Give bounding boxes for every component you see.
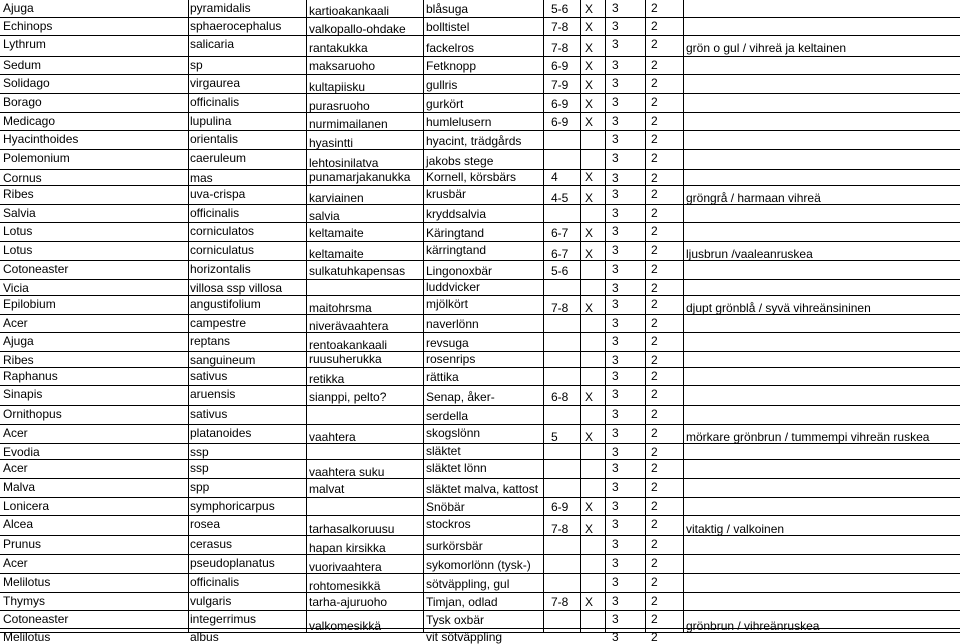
species-cell: orientalis <box>190 132 239 146</box>
value-a-cell: 3 <box>612 281 619 295</box>
genus-cell: Ribes <box>3 187 34 201</box>
table-row <box>0 368 960 386</box>
color-note-cell: gröngrå / harmaan vihreä <box>686 191 821 205</box>
table-row <box>0 425 960 444</box>
flowering-months-cell: 5 <box>551 430 558 444</box>
value-a-cell: 3 <box>612 243 619 257</box>
species-cell: officinalis <box>190 206 240 220</box>
genus-cell: Evodia <box>3 445 40 459</box>
color-note-cell: mörkare grönbrun / tummempi vihreän ruskea <box>686 430 930 444</box>
value-a-cell: 3 <box>612 76 619 90</box>
genus-cell: Epilobium <box>3 297 56 311</box>
value-b-cell: 2 <box>651 556 658 570</box>
swedish-name-cell: surkörsbär <box>426 539 483 553</box>
value-b-cell: 2 <box>651 316 658 330</box>
genus-cell: Acer <box>3 316 28 330</box>
genus-cell: Alcea <box>3 517 34 531</box>
value-a-cell: 3 <box>612 171 619 185</box>
swedish-name-cell: släktet <box>426 444 461 458</box>
value-b-cell: 2 <box>651 594 658 608</box>
species-cell: aruensis <box>190 387 236 401</box>
flowering-months-cell: 6-9 <box>551 59 569 73</box>
finnish-name-cell: hyasintti <box>309 136 354 150</box>
table-row <box>0 352 960 368</box>
table-row <box>0 536 960 555</box>
mark-cell: X <box>585 226 594 240</box>
table-row <box>0 186 960 205</box>
table-row <box>0 261 960 280</box>
value-a-cell: 3 <box>612 630 619 644</box>
genus-cell: Melilotus <box>3 630 51 644</box>
value-a-cell: 3 <box>612 480 619 494</box>
finnish-name-cell: purasruoho <box>309 99 370 113</box>
species-cell: villosa ssp villosa <box>190 281 283 295</box>
color-note-cell: grön o gul / vihreä ja keltainen <box>686 41 847 55</box>
genus-cell: Echinops <box>3 19 53 33</box>
swedish-name-cell: luddvicker <box>426 280 481 294</box>
genus-cell: Sedum <box>3 58 42 72</box>
swedish-name-cell: rättika <box>426 370 459 384</box>
finnish-name-cell: ruusuherukka <box>309 352 382 366</box>
swedish-name-cell: blåsuga <box>426 2 469 16</box>
flowering-months-cell: 6-9 <box>551 500 569 514</box>
genus-cell: Acer <box>3 461 28 475</box>
species-cell: rosea <box>190 517 221 531</box>
value-a-cell: 3 <box>612 206 619 220</box>
mark-cell: X <box>585 115 594 129</box>
table-row <box>0 406 960 425</box>
value-a-cell: 3 <box>612 187 619 201</box>
species-cell: sphaerocephalus <box>190 19 282 33</box>
table-row <box>0 593 960 611</box>
species-cell: sativus <box>190 407 228 421</box>
value-a-cell: 3 <box>612 262 619 276</box>
species-cell: officinalis <box>190 95 240 109</box>
flowering-months-cell: 7-8 <box>551 301 569 315</box>
species-cell: uva-crispa <box>190 187 246 201</box>
value-a-cell: 3 <box>612 37 619 51</box>
mark-cell: X <box>585 78 594 92</box>
table-row <box>0 479 960 498</box>
genus-cell: Polemonium <box>3 151 70 165</box>
swedish-name-cell: humlelusern <box>426 115 492 129</box>
mark-cell: X <box>585 97 594 111</box>
value-b-cell: 2 <box>651 353 658 367</box>
swedish-name-cell: serdella <box>426 409 469 423</box>
mark-cell: X <box>585 595 594 609</box>
mark-cell: X <box>585 500 594 514</box>
flowering-months-cell: 7-8 <box>551 41 569 55</box>
species-cell: pyramidalis <box>190 1 251 15</box>
value-b-cell: 2 <box>651 369 658 383</box>
table-row <box>0 574 960 593</box>
finnish-name-cell: karviainen <box>309 191 364 205</box>
value-a-cell: 3 <box>612 461 619 475</box>
value-b-cell: 2 <box>651 387 658 401</box>
genus-cell: Lythrum <box>3 37 46 51</box>
genus-cell: Ribes <box>3 353 34 367</box>
genus-cell: Cotoneaster <box>3 612 69 626</box>
genus-cell: Acer <box>3 426 28 440</box>
species-cell: mas <box>190 171 213 185</box>
genus-cell: Vicia <box>3 281 29 295</box>
value-b-cell: 2 <box>651 95 658 109</box>
genus-cell: Borago <box>3 95 42 109</box>
finnish-name-cell: valkopallo-ohdake <box>309 22 406 36</box>
mark-cell: X <box>585 41 594 55</box>
value-b-cell: 2 <box>651 58 658 72</box>
finnish-name-cell: punamarjakanukka <box>309 170 411 184</box>
genus-cell: Raphanus <box>3 369 58 383</box>
species-cell: vulgaris <box>190 594 232 608</box>
value-b-cell: 2 <box>651 499 658 513</box>
genus-cell: Solidago <box>3 76 50 90</box>
table-row <box>0 36 960 57</box>
value-b-cell: 2 <box>651 480 658 494</box>
flowering-months-cell: 4 <box>551 170 558 184</box>
mark-cell: X <box>585 191 594 205</box>
species-cell: corniculatos <box>190 224 255 238</box>
value-b-cell: 2 <box>651 1 658 15</box>
value-b-cell: 2 <box>651 445 658 459</box>
swedish-name-cell: fackelros <box>426 41 475 55</box>
species-cell: ssp <box>190 461 209 475</box>
value-a-cell: 3 <box>612 1 619 15</box>
table-row <box>0 18 960 36</box>
table-row <box>0 150 960 170</box>
value-a-cell: 3 <box>612 575 619 589</box>
genus-cell: Malva <box>3 480 36 494</box>
finnish-name-cell: lehtosinilatva <box>309 156 379 170</box>
value-b-cell: 2 <box>651 407 658 421</box>
finnish-name-cell: rentoakankaali <box>309 338 388 352</box>
mark-cell: X <box>585 522 594 536</box>
swedish-name-cell: kärringtand <box>426 243 487 257</box>
table-row <box>0 460 960 479</box>
value-a-cell: 3 <box>612 499 619 513</box>
value-b-cell: 2 <box>651 334 658 348</box>
genus-cell: Cotoneaster <box>3 262 69 276</box>
species-cell: salicaria <box>190 37 235 51</box>
flowering-months-cell: 5-6 <box>551 2 569 16</box>
swedish-name-cell: Timjan, odlad <box>426 595 498 609</box>
genus-cell: Cornus <box>3 171 42 185</box>
genus-cell: Prunus <box>3 537 42 551</box>
genus-cell: Melilotus <box>3 575 51 589</box>
table-row <box>0 386 960 406</box>
color-note-cell: vitaktig / valkoinen <box>686 522 785 536</box>
color-note-cell: djupt grönblå / syvä vihreänsininen <box>686 301 871 315</box>
species-cell: cerasus <box>190 537 233 551</box>
value-a-cell: 3 <box>612 58 619 72</box>
genus-cell: Thymys <box>3 594 45 608</box>
finnish-name-cell: salvia <box>309 209 340 223</box>
value-a-cell: 3 <box>612 594 619 608</box>
value-b-cell: 2 <box>651 612 658 626</box>
finnish-name-cell: tarhasalkoruusu <box>309 522 395 536</box>
value-a-cell: 3 <box>612 445 619 459</box>
value-b-cell: 2 <box>651 224 658 238</box>
species-cell: reptans <box>190 334 231 348</box>
finnish-name-cell: kartioakankaali <box>309 4 390 18</box>
table-row <box>0 170 960 186</box>
value-a-cell: 3 <box>612 387 619 401</box>
finnish-name-cell: keltamaite <box>309 226 364 240</box>
value-b-cell: 2 <box>651 461 658 475</box>
species-cell: sativus <box>190 369 228 383</box>
finnish-name-cell: rantakukka <box>309 41 368 55</box>
flowering-months-cell: 4-5 <box>551 191 569 205</box>
swedish-name-cell: kryddsalvia <box>426 207 487 221</box>
value-b-cell: 2 <box>651 281 658 295</box>
swedish-name-cell: släktet lönn <box>426 461 487 475</box>
swedish-name-cell: krusbär <box>426 187 467 201</box>
value-a-cell: 3 <box>612 151 619 165</box>
value-b-cell: 2 <box>651 76 658 90</box>
finnish-name-cell: malvat <box>309 482 345 496</box>
species-cell: pseudoplanatus <box>190 556 275 570</box>
table-row <box>0 75 960 94</box>
finnish-name-cell: vuorivaahtera <box>309 560 382 574</box>
swedish-name-cell: mjölkört <box>426 297 469 311</box>
species-cell: virgaurea <box>190 76 241 90</box>
species-cell: lupulina <box>190 114 232 128</box>
value-b-cell: 2 <box>651 114 658 128</box>
mark-cell: X <box>585 390 594 404</box>
finnish-name-cell: rohtomesikkä <box>309 579 381 593</box>
value-a-cell: 3 <box>612 353 619 367</box>
flowering-months-cell: 6-9 <box>551 115 569 129</box>
species-cell: campestre <box>190 316 247 330</box>
finnish-name-cell: maitohrsma <box>309 301 372 315</box>
species-cell: horizontalis <box>190 262 251 276</box>
table-row <box>0 205 960 223</box>
swedish-name-cell: naverlönn <box>426 317 479 331</box>
swedish-name-cell: sötväppling, gul <box>426 577 510 591</box>
swedish-name-cell: Lingonoxbär <box>426 264 493 278</box>
value-b-cell: 2 <box>651 426 658 440</box>
species-cell: ssp <box>190 445 209 459</box>
value-a-cell: 3 <box>612 556 619 570</box>
value-b-cell: 2 <box>651 517 658 531</box>
value-a-cell: 3 <box>612 114 619 128</box>
swedish-name-cell: rosenrips <box>426 352 476 366</box>
swedish-name-cell: stockros <box>426 517 471 531</box>
genus-cell: Salvia <box>3 206 36 220</box>
value-a-cell: 3 <box>612 316 619 330</box>
swedish-name-cell: släktet malva, kattost <box>426 482 539 496</box>
value-b-cell: 2 <box>651 206 658 220</box>
species-cell: sp <box>190 58 203 72</box>
flowering-months-cell: 7-9 <box>551 78 569 92</box>
table-row <box>0 242 960 261</box>
value-a-cell: 3 <box>612 426 619 440</box>
species-cell: integerrimus <box>190 612 257 626</box>
species-cell: spp <box>190 480 210 494</box>
table-row <box>0 280 960 296</box>
finnish-name-cell: maksaruoho <box>309 59 376 73</box>
genus-cell: Ajuga <box>3 334 34 348</box>
mark-cell: X <box>585 247 594 261</box>
table-row <box>0 333 960 352</box>
table-row <box>0 131 960 150</box>
finnish-name-cell: kultapiisku <box>309 80 366 94</box>
value-a-cell: 3 <box>612 334 619 348</box>
finnish-name-cell: retikka <box>309 372 345 386</box>
swedish-name-cell: bolltistel <box>426 20 470 34</box>
value-a-cell: 3 <box>612 537 619 551</box>
table-row <box>0 498 960 516</box>
species-cell: sanguineum <box>190 353 256 367</box>
swedish-name-cell: Snöbär <box>426 500 465 514</box>
finnish-name-cell: nurmimailanen <box>309 117 388 131</box>
species-cell: officinalis <box>190 575 240 589</box>
flowering-months-cell: 6-8 <box>551 390 569 404</box>
swedish-name-cell: jakobs stege <box>426 154 494 168</box>
finnish-name-cell: keltamaite <box>309 247 364 261</box>
mark-cell: X <box>585 20 594 34</box>
value-b-cell: 2 <box>651 262 658 276</box>
finnish-name-cell: vaahtera <box>309 430 356 444</box>
flowering-months-cell: 6-9 <box>551 97 569 111</box>
value-a-cell: 3 <box>612 19 619 33</box>
mark-cell: X <box>585 301 594 315</box>
genus-cell: Lotus <box>3 224 33 238</box>
swedish-name-cell: revsuga <box>426 336 469 350</box>
flowering-months-cell: 7-8 <box>551 522 569 536</box>
table-row <box>0 516 960 536</box>
value-b-cell: 2 <box>651 132 658 146</box>
flowering-months-cell: 7-8 <box>551 20 569 34</box>
genus-cell: Hyacinthoides <box>3 132 79 146</box>
value-b-cell: 2 <box>651 19 658 33</box>
species-cell: caeruleum <box>190 151 247 165</box>
swedish-name-cell: sykomorlönn (tysk-) <box>426 558 531 572</box>
finnish-name-cell: sulkatuhkapensas <box>309 264 406 278</box>
table-row <box>0 113 960 131</box>
species-cell: angustifolium <box>190 297 261 311</box>
color-note-cell: grönbrun / vihreänruskea <box>686 619 820 633</box>
value-a-cell: 3 <box>612 224 619 238</box>
genus-cell: Sinapis <box>3 387 43 401</box>
table-row <box>0 57 960 75</box>
finnish-name-cell: hapan kirsikka <box>309 541 386 555</box>
color-note-cell: ljusbrun /vaaleanruskea <box>686 247 813 261</box>
table-row <box>0 555 960 574</box>
value-b-cell: 2 <box>651 575 658 589</box>
finnish-name-cell: vaahtera suku <box>309 465 385 479</box>
value-b-cell: 2 <box>651 171 658 185</box>
finnish-name-cell: tarha-ajuruoho <box>309 595 388 609</box>
flowering-months-cell: 5-6 <box>551 264 569 278</box>
value-a-cell: 3 <box>612 407 619 421</box>
swedish-name-cell: Senap, åker- <box>426 390 495 404</box>
value-a-cell: 3 <box>612 132 619 146</box>
swedish-name-cell: vit sötväppling <box>426 630 503 644</box>
table-row <box>0 315 960 333</box>
swedish-name-cell: gurkört <box>426 97 464 111</box>
value-b-cell: 2 <box>651 151 658 165</box>
mark-cell: X <box>585 170 594 184</box>
mark-cell: X <box>585 430 594 444</box>
species-cell: albus <box>190 630 219 644</box>
value-b-cell: 2 <box>651 37 658 51</box>
genus-cell: Lotus <box>3 243 33 257</box>
finnish-name-cell: sianppi, pelto? <box>309 390 387 404</box>
swedish-name-cell: Fetknopp <box>426 59 477 73</box>
species-cell: corniculatus <box>190 243 255 257</box>
swedish-name-cell: Käringtand <box>426 226 485 240</box>
table-row <box>0 94 960 113</box>
genus-cell: Ajuga <box>3 1 34 15</box>
mark-cell: X <box>585 2 594 16</box>
flowering-months-cell: 6-7 <box>551 226 569 240</box>
value-a-cell: 3 <box>612 612 619 626</box>
swedish-name-cell: skogslönn <box>426 426 481 440</box>
genus-cell: Ornithopus <box>3 407 62 421</box>
table-row <box>0 0 960 18</box>
value-b-cell: 2 <box>651 630 658 644</box>
value-a-cell: 3 <box>612 369 619 383</box>
swedish-name-cell: hyacint, trädgårds <box>426 134 522 148</box>
swedish-name-cell: Tysk oxbär <box>426 613 485 627</box>
flowering-months-cell: 7-8 <box>551 595 569 609</box>
swedish-name-cell: Kornell, körsbärs <box>426 170 517 184</box>
value-a-cell: 3 <box>612 297 619 311</box>
value-a-cell: 3 <box>612 95 619 109</box>
value-b-cell: 2 <box>651 243 658 257</box>
species-cell: platanoides <box>190 426 252 440</box>
table-row <box>0 296 960 315</box>
value-b-cell: 2 <box>651 537 658 551</box>
flowering-months-cell: 6-7 <box>551 247 569 261</box>
value-a-cell: 3 <box>612 517 619 531</box>
genus-cell: Acer <box>3 556 28 570</box>
finnish-name-cell: valkomesikkä <box>309 619 382 633</box>
value-b-cell: 2 <box>651 297 658 311</box>
genus-cell: Lonicera <box>3 499 50 513</box>
mark-cell: X <box>585 59 594 73</box>
value-b-cell: 2 <box>651 187 658 201</box>
table-row <box>0 444 960 460</box>
genus-cell: Medicago <box>3 114 56 128</box>
species-cell: symphoricarpus <box>190 499 275 513</box>
table-row <box>0 223 960 242</box>
swedish-name-cell: gullris <box>426 78 458 92</box>
finnish-name-cell: niverävaahtera <box>309 319 389 333</box>
